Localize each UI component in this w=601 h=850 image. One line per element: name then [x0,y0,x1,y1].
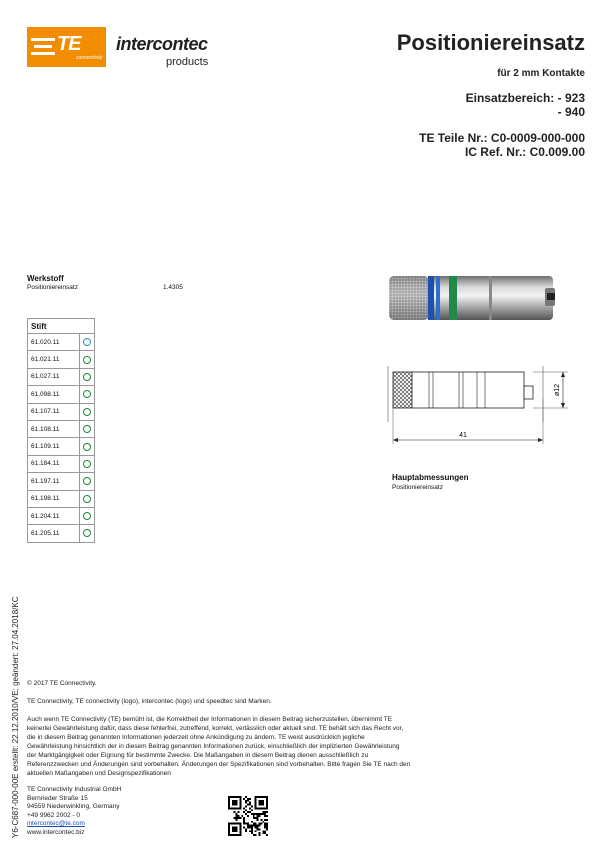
pin-color-cell [80,351,95,368]
dimension-diameter-label: ø12 [554,383,561,397]
pin-color-ring-icon [83,425,91,433]
company-address [27,786,121,838]
pin-row [28,420,95,437]
pin-color-ring-icon [83,408,91,416]
pin-color-ring-icon [83,460,91,468]
pin-color-ring-icon [83,338,91,346]
intercontec-logo: intercontec [116,34,208,54]
pin-row [28,351,95,368]
te-logo-subtext: connectivity [76,55,103,61]
qr-code-icon [228,796,268,836]
pin-color-cell [80,438,95,455]
pin-row [28,386,95,403]
pin-code: 61.020.11 [28,334,80,351]
pin-color-cell [80,525,95,542]
main-dimensions-heading: Hauptabmessungen [392,473,469,482]
disclaimer-line: Referenzzwecken und Änderungen sind vorbehalten. Änderungen der Spezifikationen sind vorbehalten. Bitte fragen Sie TE nach den [27,761,411,768]
pin-row [28,334,95,351]
material-heading: Werkstoff [27,274,64,283]
pin-color-cell [80,490,95,507]
usage-range-line2: - 940 [557,105,585,119]
pin-color-cell [80,507,95,524]
pin-code: 61.027.11 [28,368,80,385]
page-subtitle: für 2 mm Kontakte [497,68,585,79]
pin-color-ring-icon [83,373,91,381]
disclaimer-line: Gewährleistung hinsichtlich der in diesem Beitrag genannten Informationen zurück, einschließlich der implizierten Gewährleistung [27,743,400,750]
company-street: Bernrieder Straße 15 [27,794,88,802]
te-logo [27,27,106,67]
pin-color-ring-icon [83,390,91,398]
dimension-drawing [383,360,573,456]
company-phone: +49 9962 2002 - 0 [27,811,80,819]
product-photo [385,268,565,326]
pin-code: 61.204.11 [28,507,80,524]
intercontec-products-label: products [166,56,209,68]
pin-row [28,403,95,420]
disclaimer-line: aktuellen Maßangaben und Designspezifikationen [27,770,171,777]
main-dimensions-label: Positioniereinsatz [392,484,443,491]
disclaimer-line: keinerlei Gewährleistung dafür, dass diese fehlerfrei, zutreffend, korrekt, verlässlich oder aktuell sind. TE behält sich das Recht vor, [27,725,404,732]
dimension-length-label: 41 [459,432,467,439]
company-city: 94559 Niederwinkling, Germany [27,803,120,811]
usage-range-line1: Einsatzbereich: - 923 [465,91,585,105]
disclaimer [27,715,477,778]
pin-color-cell [80,368,95,385]
pin-color-cell [80,403,95,420]
page-title: Positioniereinsatz [396,30,585,55]
pin-color-cell [80,455,95,472]
pin-color-ring-icon [83,529,91,537]
pin-row [28,368,95,385]
te-logo-text: TE [57,33,81,55]
company-name: TE Connectivity Industrial GmbH [27,786,122,793]
te-logo-mark-icon [31,36,55,58]
trademark-text: TE Connectivity, TE connectivity (logo), intercontec (logo) und speedtec sind Marken. [27,698,272,705]
disclaimer-line: Auch wenn TE Connectivity (TE) bemüht ist, die Korrektheit der Informationen in diesem Beitrag sicherzustellen, übernimmt TE [27,716,393,723]
pin-row [28,473,95,490]
pin-color-ring-icon [83,443,91,451]
pin-row [28,455,95,472]
pin-row [28,507,95,524]
pin-row [28,525,95,542]
pin-code: 61.198.11 [28,490,80,507]
pin-color-ring-icon [83,477,91,485]
company-website[interactable]: www.intercontec.biz [27,828,85,836]
pin-code: 61.107.11 [28,403,80,420]
material-value: 1.4305 [163,284,183,291]
pin-table-header [28,319,95,334]
pin-color-cell [80,386,95,403]
pin-row [28,490,95,507]
pin-code: 61.021.11 [28,351,80,368]
pin-table [27,318,95,543]
pin-color-cell [80,334,95,351]
material-item: Positioniereinsatz [27,284,78,291]
pin-code: 61.098.11 [28,386,80,403]
pin-code: 61.108.11 [28,420,80,437]
document-revision-text: Y6-C687-000-00E erstellt: 22.12.2010/VE; geändert: 27.04.2018/KC [11,596,20,838]
pin-code: 61.109.11 [28,438,80,455]
ic-reference-number: IC Ref. Nr.: C0.009.00 [464,145,585,159]
pin-code: 61.205.11 [28,525,80,542]
pin-color-cell [80,420,95,437]
pin-code: 61.197.11 [28,473,80,490]
copyright-text: © 2017 TE Connectivity. [27,680,97,687]
disclaimer-line: der Marktgängigkeit oder Eignung für bestimmte Zwecke. Die Maßangaben in diesem Beitrag dienen ausschließlich zu [27,752,369,759]
company-email-link[interactable]: intercontec@te.com [27,820,85,828]
pin-table-heading: Stift [28,319,95,334]
pin-code: 61.184.11 [28,455,80,472]
pin-color-ring-icon [83,512,91,520]
te-part-number: TE Teile Nr.: C0-0009-000-000 [419,131,585,145]
disclaimer-line: die in diesem Beitrag genannten Informationen jederzeit ohne Ankündigung zu ändern. TE weist ausdrücklich jegliche [27,734,365,741]
pin-row [28,438,95,455]
pin-color-cell [80,473,95,490]
pin-color-ring-icon [83,495,91,503]
pin-color-ring-icon [83,356,91,364]
